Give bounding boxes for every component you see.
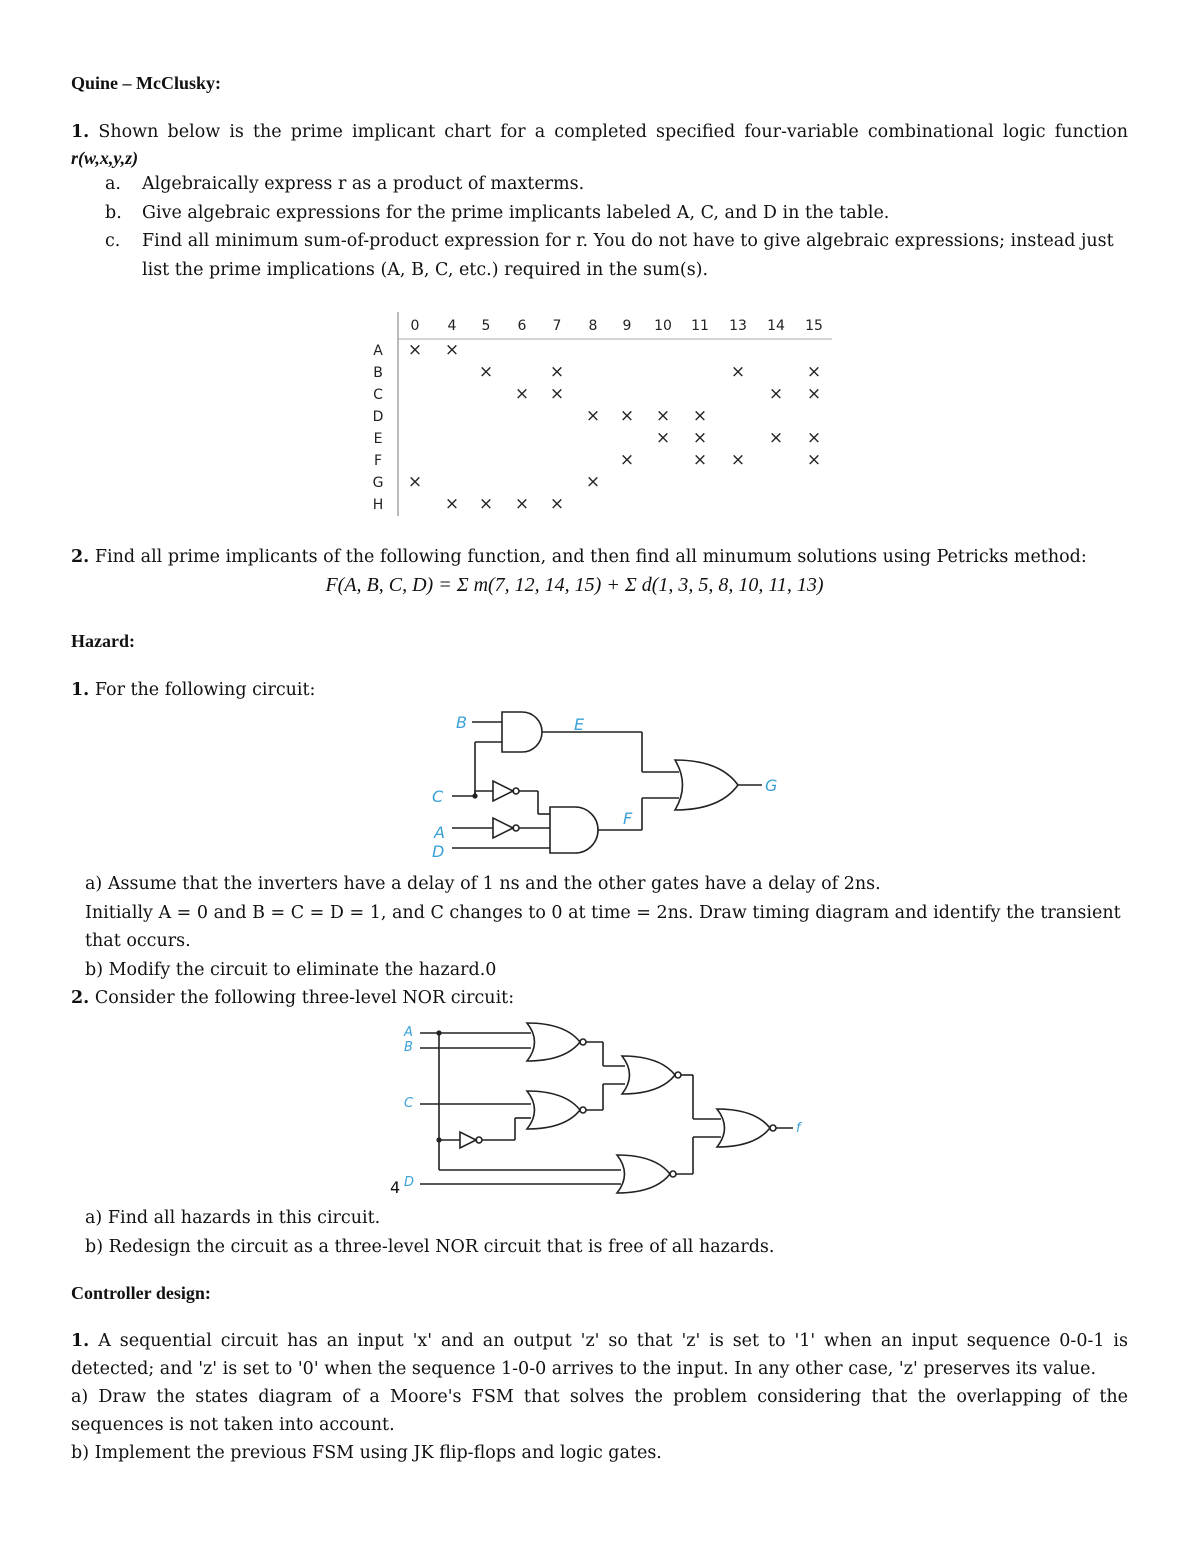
prime-implicant-chart bbox=[360, 310, 840, 520]
question-number: 1. bbox=[71, 680, 90, 700]
boolean-formula: F(A, B, C, D) = Σ m(7, 12, 14, 15) + Σ d(1, 3, 5, 8, 10, 11, 13) bbox=[325, 574, 824, 596]
mark-H-7: × bbox=[549, 494, 565, 514]
hazard-q2-parts bbox=[71, 1204, 1128, 1261]
part-b: b) Implement the previous FSM using JK flip-flops and logic gates. bbox=[71, 1443, 662, 1463]
subquestion-list bbox=[71, 170, 1128, 284]
label-f: F bbox=[623, 809, 633, 828]
mark-G-0: × bbox=[407, 472, 423, 492]
column-header-5: 5 bbox=[481, 318, 491, 334]
part-label: a) bbox=[85, 874, 103, 894]
label-g: G bbox=[765, 776, 778, 795]
column-header-8: 8 bbox=[588, 318, 598, 334]
stray-number: 4 bbox=[390, 1178, 401, 1197]
question-body: Find all prime implicants of the following function, and then find all minumum solutions using Petricks method: bbox=[94, 547, 1087, 567]
part-a-continued: Initially A = 0 and B = C = D = 1, and C changes to 0 at time = 2ns. Draw timing diagram and identify the transient that occurs. bbox=[85, 902, 1121, 951]
column-header-15: 15 bbox=[805, 318, 823, 334]
mark-G-8: × bbox=[585, 472, 601, 492]
section-heading: Hazard: bbox=[71, 631, 135, 651]
section-heading: Controller design: bbox=[71, 1283, 211, 1303]
column-header-4: 4 bbox=[447, 318, 457, 334]
mark-A-4: × bbox=[444, 340, 460, 360]
mark-D-8: × bbox=[585, 406, 601, 426]
mark-B-13: × bbox=[730, 362, 746, 382]
label-d: D bbox=[432, 842, 445, 861]
part-text: Redesign the circuit as a three-level NOR circuit that is free of all hazards. bbox=[108, 1236, 775, 1257]
and-gate-bottom bbox=[550, 807, 598, 853]
row-label-F: F bbox=[373, 453, 383, 469]
inverter-a bbox=[493, 818, 513, 838]
mark-F-13: × bbox=[730, 450, 746, 470]
part-label: b) bbox=[85, 1236, 104, 1257]
or-gate bbox=[675, 760, 738, 810]
mark-B-7: × bbox=[549, 362, 565, 382]
function-name: r(w,x,y,z) bbox=[71, 148, 139, 168]
mark-B-5: × bbox=[478, 362, 494, 382]
mark-E-11: × bbox=[692, 428, 708, 448]
label-c: C bbox=[432, 787, 444, 806]
subquestion-c bbox=[105, 227, 1128, 284]
part-text: Modify the circuit to eliminate the hazard.0 bbox=[108, 959, 497, 980]
mark-C-7: × bbox=[549, 384, 565, 404]
question-text bbox=[71, 543, 1128, 571]
mark-C-6: × bbox=[514, 384, 530, 404]
row-label-B: B bbox=[373, 365, 383, 381]
column-header-13: 13 bbox=[729, 318, 747, 334]
mark-E-15: × bbox=[806, 428, 822, 448]
part-b bbox=[71, 1233, 1128, 1262]
question-body: For the following circuit: bbox=[94, 680, 316, 700]
mark-E-10: × bbox=[655, 428, 671, 448]
part-text: Assume that the inverters have a delay of 1 ns and the other gates have a delay of 2ns. bbox=[107, 874, 881, 894]
subquestion-b bbox=[105, 199, 1128, 228]
part-b bbox=[71, 956, 1128, 985]
nor-gate-2 bbox=[527, 1091, 580, 1129]
mark-B-15: × bbox=[806, 362, 822, 382]
qm-question-1 bbox=[71, 118, 1128, 284]
question-body: Consider the following three-level NOR circuit: bbox=[94, 988, 515, 1008]
nor-gate-5 bbox=[717, 1109, 770, 1147]
label-f: f bbox=[796, 1121, 801, 1136]
subquestion-label: b. bbox=[105, 202, 122, 223]
subquestion-text: Find all minimum sum-of-product expression for r. You do not have to give algebraic expressions; instead just list the prime implications (A, B, C, etc.) required in the sum(s). bbox=[142, 231, 1114, 280]
column-header-9: 9 bbox=[622, 318, 632, 334]
and-gate-top bbox=[502, 712, 542, 752]
nor-gate-3 bbox=[622, 1056, 675, 1094]
question-number: 2. bbox=[71, 988, 90, 1008]
label-b: B bbox=[456, 713, 467, 732]
controller-heading bbox=[71, 1283, 211, 1304]
qm-question-2 bbox=[71, 543, 1128, 599]
mark-A-0: × bbox=[407, 340, 423, 360]
controller-question-1 bbox=[71, 1327, 1128, 1467]
row-label-D: D bbox=[372, 409, 384, 425]
part-a: a) Draw the states diagram of a Moore's FSM that solves the problem considering that the overlapping of the sequences is not taken into account. bbox=[71, 1387, 1128, 1435]
question-text bbox=[71, 984, 1128, 1012]
part-a bbox=[71, 1204, 1128, 1233]
question-text bbox=[71, 1327, 1128, 1383]
hazard-heading bbox=[71, 631, 135, 652]
row-label-H: H bbox=[372, 497, 384, 513]
subquestion-label: a. bbox=[105, 174, 121, 194]
hazard-circuit-2 bbox=[385, 1018, 815, 1203]
question-text bbox=[71, 118, 1128, 146]
hazard-q1-parts bbox=[71, 870, 1128, 1012]
mark-C-14: × bbox=[768, 384, 784, 404]
label-e: E bbox=[574, 715, 585, 734]
question-body: A sequential circuit has an input 'x' and an output 'z' so that 'z' is set to '1' when an input sequence 0-0-1 is detected; and 'z' is set to '0' when the sequence 1-0-0 arrives to the input. In any other case, 'z' preserves its value. bbox=[71, 1331, 1128, 1379]
mark-E-14: × bbox=[768, 428, 784, 448]
mark-F-11: × bbox=[692, 450, 708, 470]
question-number: 2. bbox=[71, 547, 90, 567]
column-header-10: 10 bbox=[654, 318, 672, 334]
chart-column-headers bbox=[411, 318, 823, 334]
nor-gate-1 bbox=[527, 1023, 580, 1061]
mark-F-15: × bbox=[806, 450, 822, 470]
label-c: C bbox=[404, 1096, 414, 1111]
column-header-11: 11 bbox=[691, 318, 709, 334]
question-number: 1. bbox=[71, 1331, 90, 1351]
qm-heading bbox=[71, 73, 221, 94]
mark-D-11: × bbox=[692, 406, 708, 426]
label-a: A bbox=[434, 823, 445, 842]
label-d: D bbox=[404, 1175, 415, 1190]
row-label-E: E bbox=[373, 431, 383, 447]
question-text bbox=[71, 676, 315, 704]
inverter-c bbox=[460, 1132, 476, 1148]
mark-D-9: × bbox=[619, 406, 635, 426]
mark-F-9: × bbox=[619, 450, 635, 470]
column-header-6: 6 bbox=[517, 318, 527, 334]
label-b: B bbox=[404, 1040, 413, 1055]
part-a bbox=[71, 870, 1128, 899]
mark-H-4: × bbox=[444, 494, 460, 514]
subquestion-label: c. bbox=[105, 231, 121, 251]
nor-gate-4 bbox=[617, 1155, 670, 1193]
column-header-0: 0 bbox=[410, 318, 420, 334]
part-text: Find all hazards in this circuit. bbox=[107, 1208, 381, 1228]
part-label: a) bbox=[85, 1208, 103, 1228]
mark-H-5: × bbox=[478, 494, 494, 514]
subquestion-text: Give algebraic expressions for the prime implicants labeled A, C, and D in the table. bbox=[142, 202, 890, 223]
question-number: 1. bbox=[71, 122, 90, 142]
part-label: b) bbox=[85, 959, 104, 980]
hazard-circuit-1 bbox=[420, 700, 800, 865]
mark-D-10: × bbox=[655, 406, 671, 426]
label-a: A bbox=[404, 1025, 413, 1040]
row-label-C: C bbox=[373, 387, 383, 403]
chart-rows bbox=[373, 340, 822, 514]
inverter-c bbox=[493, 781, 513, 801]
hazard-question-1 bbox=[71, 676, 315, 704]
row-label-G: G bbox=[372, 475, 384, 491]
question-body: Shown below is the prime implicant chart for a completed specified four-variable combinational logic function bbox=[98, 122, 1128, 142]
subquestion-text: Algebraically express r as a product of maxterms. bbox=[142, 174, 585, 194]
subquestion-a bbox=[105, 170, 1128, 199]
column-header-7: 7 bbox=[552, 318, 562, 334]
row-label-A: A bbox=[373, 343, 383, 359]
mark-C-15: × bbox=[806, 384, 822, 404]
mark-H-6: × bbox=[514, 494, 530, 514]
section-heading: Quine – McClusky: bbox=[71, 73, 222, 93]
column-header-14: 14 bbox=[767, 318, 785, 334]
